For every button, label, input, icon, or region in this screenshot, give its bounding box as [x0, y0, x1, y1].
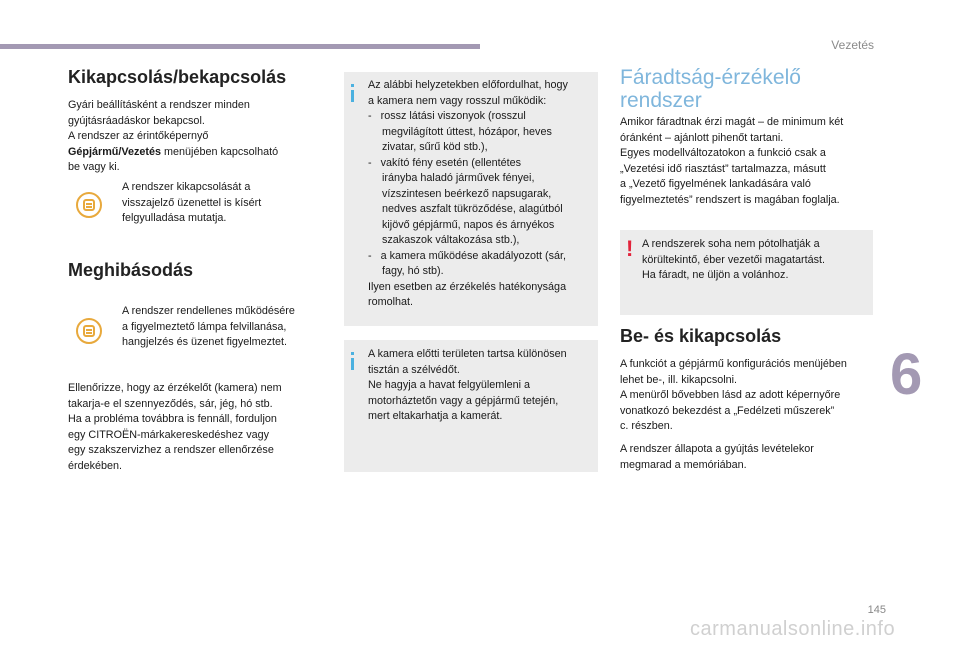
- warning-icon: !: [626, 236, 634, 261]
- warning-text: A rendszerek soha nem pótolhatják a körültekintő, éber vezetői magatartást. Ha fáradt, ne üljön a volánhoz.: [642, 238, 826, 281]
- p1-bold-menu2: Vezetés: [121, 145, 162, 158]
- paragraph-memory: [620, 442, 878, 473]
- icon-note-disable: [68, 180, 324, 230]
- info1-item: - vakító fény esetén (ellentétes irányba haladó járművek fényei, vízszintesen beérkező napsugarak, nedves aszfalt tükröződése, alagútból kijövő gépjármű, napos és árnyékos szakaszok váltakozása stb.),: [368, 156, 563, 246]
- paragraph-default-setting: [68, 98, 324, 176]
- info1-item: - rossz látási viszonyok (rosszul megvilágított úttest, hózápor, heves zivatar, sűrű köd stb.),: [368, 110, 552, 153]
- page-number: 145: [867, 604, 886, 616]
- driver-attention-warning-icon: [76, 318, 102, 344]
- memory-text: A rendszer állapota a gyújtás levételekor megmarad a memóriában.: [620, 443, 814, 471]
- paragraph-check-camera: [68, 381, 324, 474]
- info1-outro: Ilyen esetben az érzékelés hatékonysága romolhat.: [368, 280, 567, 308]
- driver-attention-warning-icon: [76, 192, 102, 218]
- info-icon: [351, 90, 354, 102]
- p1-bold-menu: Gépjármű: [68, 145, 119, 158]
- p1-text-b: menüjében kapcsolható be vagy ki.: [68, 145, 279, 173]
- heading-kikapcsolas: Kikapcsolás/bekapcsolás: [68, 67, 287, 87]
- heading-fatigue-detection: Fáradtság-érzékelő rendszer: [620, 66, 801, 112]
- p1-text-a: Gyári beállításként a rendszer minden gyújtásráadáskor bekapcsol. A rendszer az érintőképernyő: [68, 99, 250, 142]
- icon-note-malfunction: [68, 304, 324, 354]
- paragraph-config-menu: [620, 357, 878, 435]
- info1-item: - a kamera működése akadályozott (sár, fagy, hó stb).: [368, 249, 567, 277]
- header-accent-bar: [0, 44, 480, 49]
- p1-bold-sep: /: [118, 145, 122, 158]
- icon-note-malfunction-text: A rendszer rendellenes működésére a figyelmeztető lámpa felvillanása, hangjelzés és üzenet figyelmeztet.: [122, 305, 295, 348]
- chapter-number: 6: [890, 342, 923, 407]
- warning-box: [620, 230, 873, 315]
- info-icon: [351, 358, 354, 370]
- paragraph-fatigue: [620, 115, 878, 208]
- heading-meghibasodas: Meghibásodás: [68, 260, 194, 280]
- info1-intro: Az alábbi helyzetekben előfordulhat, hogy a kamera nem vagy rosszul működik:: [368, 79, 568, 107]
- heading-be-kikapcsolas: Be- és kikapcsolás: [620, 326, 782, 346]
- section-title: Vezetés: [831, 38, 874, 52]
- watermark: carmanualsonline.info: [690, 618, 896, 640]
- icon-note-disable-text: A rendszer kikapcsolását a visszajelző üzenettel is kísért felgyulladása mutatja.: [122, 181, 262, 224]
- info-box-windscreen: [344, 340, 598, 472]
- info-icon-dot: [351, 84, 354, 87]
- info-box-camera-conditions: [344, 72, 598, 326]
- info-icon-dot: [351, 352, 354, 355]
- fatigue-text: Amikor fáradtnak érzi magát – de minimum két óránként – ajánlott pihenőt tartani. Egyes modellváltozatokon a funkció csak a „Vezetési idő riasztást” tartalmazza, másutt a „Vezető figyelmének lankadására való figyelmeztetés” rendszert is magában foglalja.: [620, 116, 844, 206]
- info2-text: A kamera előtti területen tartsa különösen tisztán a szélvédőt. Ne hagyja a havat felgyülemleni a motorháztetőn vagy a gépjármű tetején, mert eltakarhatja a kamerát.: [368, 348, 567, 422]
- check-camera-text: Ellenőrizze, hogy az érzékelőt (kamera) nem takarja-e el szennyeződés, sár, jég, hó stb. Ha a probléma továbbra is fennáll, forduljon egy CITROËN-márkakereskedéshez vagy egy szakszervizhez a rendszer ellenőrzése érdekében.: [68, 382, 282, 472]
- config-menu-text: A funkciót a gépjármű konfigurációs menüjében lehet be-, ill. kikapcsolni. A menüről bővebben lásd az adott képernyőre vonatkozó bekezdést a „Fedélzeti műszerek” c. részben.: [620, 358, 847, 432]
